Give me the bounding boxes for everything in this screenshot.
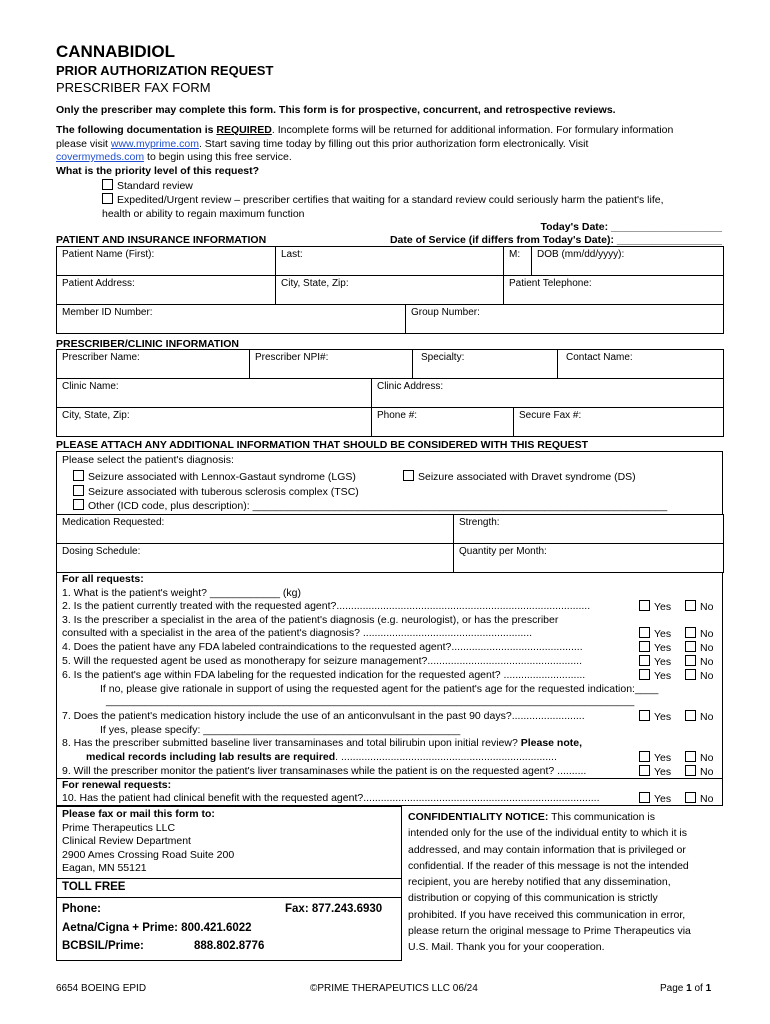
prescriber-section-heading: PRESCRIBER/CLINIC INFORMATION xyxy=(56,338,239,350)
other-label[interactable]: Other (ICD code, plus description): _______________________________________________________________________ xyxy=(88,500,668,512)
q2-no-checkbox[interactable] xyxy=(685,600,696,611)
tsc-checkbox[interactable] xyxy=(73,485,84,496)
no-label: No xyxy=(700,711,714,723)
fax-number: Fax: 877.243.6930 xyxy=(285,903,383,915)
priority-question: What is the priority level of this request? xyxy=(56,165,260,177)
no-label: No xyxy=(700,752,714,764)
question-4: 4. Does the patient have any FDA labeled contraindications to the requested agent?............................................. xyxy=(62,641,583,653)
all-requests-heading: For all requests: xyxy=(62,573,144,585)
intro-line2-post: . Start saving time today by filling out this prior authorization form electronically. Visit xyxy=(198,137,589,150)
q7-no-checkbox[interactable] xyxy=(685,710,696,721)
ds-label: Seizure associated with Dravet syndrome (DS) xyxy=(418,471,636,483)
todays-date: Today's Date: ___________________ xyxy=(540,221,722,233)
strength-field[interactable]: Strength: xyxy=(454,515,724,544)
question-10: 10. Has the patient had clinical benefit with the requested agent?................................................................................. xyxy=(62,792,600,804)
confidentiality-line8: please return the original message to Prime Therapeutics via xyxy=(408,925,691,938)
confidentiality-line1: This communication is xyxy=(548,811,655,823)
intro-text xyxy=(56,124,736,165)
diagnosis-tsc xyxy=(73,485,359,498)
form-subtitle: PRIOR AUTHORIZATION REQUEST xyxy=(56,63,274,78)
question-7-specify[interactable]: If yes, please specify: ____________________________________________ xyxy=(100,724,461,736)
group-number-field[interactable]: Group Number: xyxy=(406,305,724,334)
tsc-label: Seizure associated with tuberous sclerosis complex (TSC) xyxy=(88,486,359,498)
ds-checkbox[interactable] xyxy=(403,470,414,481)
priority-expedited xyxy=(102,193,664,221)
question-8-cont xyxy=(86,751,557,763)
confidentiality-line9: U.S. Mail. Thank you for your cooperation. xyxy=(408,941,605,954)
city-state-zip: Eagan, MN 55121 xyxy=(62,862,147,874)
required-word: REQUIRED xyxy=(216,124,272,136)
no-label: No xyxy=(700,793,714,805)
bcbsil-phone: 888.802.8776 xyxy=(194,940,265,952)
question-2: 2. Is the patient currently treated with the requested agent?....................................................................................... xyxy=(62,600,591,612)
patient-info-table xyxy=(56,246,724,305)
q5-no-checkbox[interactable] xyxy=(685,655,696,666)
patient-city-field[interactable]: City, State, Zip: xyxy=(276,276,504,305)
q2-yes xyxy=(639,600,671,613)
yes-label: Yes xyxy=(654,601,672,613)
other-checkbox[interactable] xyxy=(73,499,84,510)
clinic-city-field[interactable]: City, State, Zip: xyxy=(57,408,372,437)
footer-page-number xyxy=(660,983,711,994)
q9-no xyxy=(685,765,713,778)
myprime-link[interactable]: www.myprime.com xyxy=(110,137,199,150)
yes-label: Yes xyxy=(654,752,672,764)
diagnosis-lgs xyxy=(73,470,356,483)
form-title: CANNABIDIOL xyxy=(56,42,175,61)
priority-standard xyxy=(102,179,193,192)
aetna-cigna-phone: Aetna/Cigna + Prime: 800.421.6022 xyxy=(62,922,252,934)
form-type: PRESCRIBER FAX FORM xyxy=(56,80,211,95)
q8-yes-checkbox[interactable] xyxy=(639,751,650,762)
medication-table xyxy=(56,514,724,573)
q5-no xyxy=(685,655,713,668)
phone-label: Phone: xyxy=(62,903,101,915)
patient-first-name-field[interactable]: Patient Name (First): xyxy=(57,247,276,276)
renewal-heading: For renewal requests: xyxy=(62,779,172,791)
confidentiality-line6: distribution or copying of this communication is strictly xyxy=(408,892,658,905)
org-name: Prime Therapeutics LLC xyxy=(62,821,176,834)
patient-address-field[interactable]: Patient Address: xyxy=(57,276,276,305)
q8-note-cont: medical records including lab results are required xyxy=(86,751,336,763)
question-6-rationale[interactable]: If no, please give rationale in support of using the requested agent for the patient's age for the requested indication:____ xyxy=(100,683,659,695)
q2-yes-checkbox[interactable] xyxy=(639,600,650,611)
toll-free-divider-bottom xyxy=(56,897,402,898)
quantity-per-month-field[interactable]: Quantity per Month: xyxy=(454,544,724,573)
toll-free-label: TOLL FREE xyxy=(62,881,126,893)
department: Clinical Review Department xyxy=(62,835,191,847)
footer-form-id: 6654 BOEING EPID xyxy=(56,983,147,994)
q10-no xyxy=(685,792,713,805)
q8-note: Please note, xyxy=(520,737,583,749)
q8-dots: . .......................................................................... xyxy=(335,751,557,763)
diagnosis-prompt: Please select the patient's diagnosis: xyxy=(62,454,234,466)
clinic-address-field[interactable]: Clinic Address: xyxy=(372,379,724,408)
contact-name-field[interactable]: Contact Name: xyxy=(558,350,724,379)
prescriber-name-field[interactable]: Prescriber Name: xyxy=(57,350,250,379)
attach-heading: PLEASE ATTACH ANY ADDITIONAL INFORMATION THAT SHOULD BE CONSIDERED WITH THIS REQUEST xyxy=(56,439,588,451)
no-label: No xyxy=(700,601,714,613)
specialty-field[interactable]: Specialty: xyxy=(413,350,558,379)
q8-yes xyxy=(639,751,671,764)
no-label: No xyxy=(700,766,714,778)
q5-yes xyxy=(639,655,671,668)
diagnosis-other xyxy=(73,499,667,512)
intro-line2-pre: please visit xyxy=(56,137,111,150)
no-label: No xyxy=(700,628,714,640)
q3-no xyxy=(685,627,713,640)
yes-label: Yes xyxy=(654,711,672,723)
patient-dob-field[interactable]: DOB (mm/dd/yyyy): xyxy=(532,247,724,276)
q7-yes-checkbox[interactable] xyxy=(639,710,650,721)
standard-review-label: Standard review xyxy=(117,180,193,192)
question-6-rationale-line[interactable]: _______________________________________________________________________________________________ xyxy=(106,696,635,707)
yes-label: Yes xyxy=(654,628,672,640)
no-label: No xyxy=(700,670,714,682)
patient-phone-field[interactable]: Patient Telephone: xyxy=(504,276,724,305)
question-3-cont: consulted with a specialist in the area of the patient's diagnosis? .......................................................... xyxy=(62,627,533,639)
q5-yes-checkbox[interactable] xyxy=(639,655,650,666)
q6-no-checkbox[interactable] xyxy=(685,669,696,680)
q10-no-checkbox[interactable] xyxy=(685,792,696,803)
q4-no-checkbox[interactable] xyxy=(685,641,696,652)
clinic-phone-field[interactable]: Phone #: xyxy=(372,408,514,437)
question-6: 6. Is the patient's age within FDA labeling for the requested indication for the requested agent? ............................ xyxy=(62,669,586,681)
intro-line3-post: to begin using this free service. xyxy=(144,151,292,163)
question-3: 3. Is the prescriber a specialist in the area of the patient's diagnosis (e.g. neurologist), or has the prescriber xyxy=(62,614,559,626)
q6-no xyxy=(685,669,713,682)
q3-no-checkbox[interactable] xyxy=(685,627,696,638)
confidentiality-notice xyxy=(408,809,691,956)
patient-section-heading: PATIENT AND INSURANCE INFORMATION xyxy=(56,234,267,246)
lgs-label: Seizure associated with Lennox-Gastaut syndrome (LGS) xyxy=(88,471,356,483)
q4-no xyxy=(685,641,713,654)
question-9: 9. Will the prescriber monitor the patient's liver transaminases while the patient is on the requested agent? .......... xyxy=(62,765,587,777)
diagnosis-ds xyxy=(403,470,636,483)
yes-label: Yes xyxy=(654,793,672,805)
yes-label: Yes xyxy=(654,656,672,668)
date-of-service: Date of Service (if differs from Today's Date): __________________ xyxy=(389,234,722,246)
page-current: 1 xyxy=(686,983,692,994)
q9-yes-checkbox[interactable] xyxy=(639,765,650,776)
no-label: No xyxy=(700,656,714,668)
required-lead: The following documentation is xyxy=(56,124,217,136)
standard-review-checkbox[interactable] xyxy=(102,179,113,190)
confidentiality-line3: addressed, and may contain information that is privileged or xyxy=(408,843,686,856)
expedited-review-checkbox[interactable] xyxy=(102,193,113,204)
prescriber-npi-field[interactable]: Prescriber NPI#: xyxy=(250,350,413,379)
q8-no-checkbox[interactable] xyxy=(685,751,696,762)
confidentiality-line2: intended only for the use of the individual entity to which it is xyxy=(408,827,687,840)
page-total: 1 xyxy=(705,983,712,994)
q9-no-checkbox[interactable] xyxy=(685,765,696,776)
clinic-info-table xyxy=(56,378,724,437)
expedited-review-label-cont: health or ability to regain maximum function xyxy=(102,207,305,220)
expedited-review-label: Expedited/Urgent review – prescriber certifies that waiting for a standard review could seriously harm the patient's life, xyxy=(117,194,664,206)
yes-label: Yes xyxy=(654,766,672,778)
q7-yes xyxy=(639,710,671,723)
q4-yes xyxy=(639,641,671,654)
patient-mi-field[interactable]: M: xyxy=(504,247,532,276)
yes-label: Yes xyxy=(654,642,672,654)
street-address: 2900 Ames Crossing Road Suite 200 xyxy=(62,848,235,861)
page-label: Page xyxy=(660,983,687,994)
prescriber-only-notice: Only the prescriber may complete this form. This form is for prospective, concurrent, and retrospective reviews. xyxy=(56,104,616,116)
question-8 xyxy=(62,737,582,749)
confidentiality-line5: recipient, you are hereby notified that any dissemination, xyxy=(408,876,671,889)
q7-no xyxy=(685,710,713,723)
confidentiality-heading: CONFIDENTIALITY NOTICE: xyxy=(408,811,549,823)
member-id-field[interactable]: Member ID Number: xyxy=(57,305,406,334)
q4-yes-checkbox[interactable] xyxy=(639,641,650,652)
q9-yes xyxy=(639,765,671,778)
q3-yes xyxy=(639,627,671,640)
medication-requested-field[interactable]: Medication Requested: xyxy=(57,515,454,544)
q10-yes xyxy=(639,792,671,805)
q3-yes-checkbox[interactable] xyxy=(639,627,650,638)
confidentiality-line7: prohibited. If you have received this communication in error, xyxy=(408,908,686,921)
yes-label: Yes xyxy=(654,670,672,682)
toll-free-divider-top xyxy=(56,878,402,879)
dosing-schedule-field[interactable]: Dosing Schedule: xyxy=(57,544,454,573)
q10-yes-checkbox[interactable] xyxy=(639,792,650,803)
page-of: of xyxy=(691,983,706,994)
confidentiality-line4: confidential. If the reader of this message is not the intended xyxy=(408,859,689,872)
q8-no xyxy=(685,751,713,764)
question-1[interactable]: 1. What is the patient's weight? ____________ (kg) xyxy=(62,587,301,599)
covermymeds-link[interactable]: covermymeds.com xyxy=(56,151,145,163)
question-7: 7. Does the patient's medication history include the use of an anticonvulsant in the past 90 days?......................... xyxy=(62,710,585,722)
q2-no xyxy=(685,600,713,613)
question-5: 5. Will the requested agent be used as monotherapy for seizure management?..................................................... xyxy=(62,655,582,667)
bcbsil-label: BCBSIL/Prime: xyxy=(62,940,144,952)
q6-yes xyxy=(639,669,671,682)
prescriber-info-table xyxy=(56,349,724,379)
no-label: No xyxy=(700,642,714,654)
clinic-name-field[interactable]: Clinic Name: xyxy=(57,379,372,408)
contact-address-block xyxy=(62,808,234,876)
q8-text: 8. Has the prescriber submitted baseline liver transaminases and total bilirubin upon initial review? xyxy=(62,737,521,749)
patient-last-name-field[interactable]: Last: xyxy=(276,247,504,276)
lgs-checkbox[interactable] xyxy=(73,470,84,481)
fax-mail-heading: Please fax or mail this form to: xyxy=(62,808,215,820)
intro-line1-rest: . Incomplete forms will be returned for additional information. For formulary information xyxy=(271,124,674,136)
secure-fax-field[interactable]: Secure Fax #: xyxy=(514,408,724,437)
q6-yes-checkbox[interactable] xyxy=(639,669,650,680)
patient-member-table xyxy=(56,304,724,334)
footer-copyright: ©PRIME THERAPEUTICS LLC 06/24 xyxy=(310,983,478,994)
